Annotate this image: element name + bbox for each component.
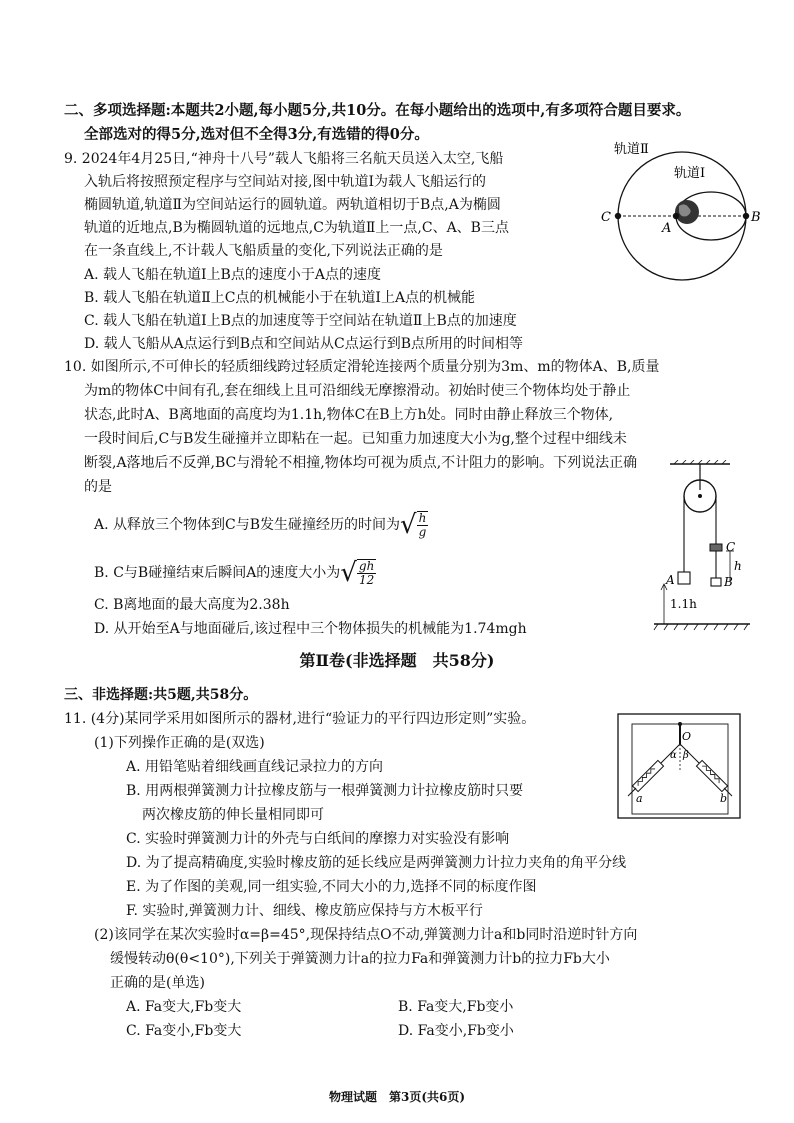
label-c: C (601, 210, 611, 225)
q9-option-c: C. 载人飞船在轨道Ⅰ上B点的加速度等于空间站在轨道Ⅱ上B点的加速度 (84, 313, 517, 329)
q9-orbit-figure (600, 140, 770, 300)
q10-option-a-den: g (418, 525, 427, 539)
label-beta: β (683, 750, 689, 761)
q10-line-1: 10. 如图所示,不可伸长的轻质细线跨过轻质定滑轮连接两个质量分别为3m、m的物体A、B,质量 (64, 359, 660, 375)
q10-option-a-num: h (418, 511, 427, 525)
q11-opt2-c: C. Fa变小,Fb变大 (126, 1023, 242, 1039)
q10-line-2: 为m的物体C中间有孔,套在细线上且可沿细线无摩擦滑动。初始时使三个物体均处于静止 (84, 383, 631, 399)
q10-option-b-fraction (357, 559, 376, 587)
label-h: h (734, 559, 742, 573)
ground-hatch (654, 624, 748, 630)
q9-line-1: 9. 2024年4月25日,“神舟十八号”载人飞船将三名航天员送入太空,飞船 (64, 151, 504, 167)
label-o: O (682, 730, 692, 743)
point-c-dot (615, 213, 621, 219)
section3-header: 三、非选择题:共5题,共58分。 (64, 687, 258, 703)
q10-option-d: D. 从开始至A与地面碰后,该过程中三个物体损失的机械能为1.74mgh (94, 621, 527, 637)
block-c (710, 544, 722, 551)
label-a: A (662, 221, 672, 236)
label-a: a (636, 792, 643, 805)
q9-line-3: 椭圆轨道,轨道Ⅱ为空间站运行的圆轨道。两轨道相切于B点,A为椭圆 (84, 197, 501, 213)
label-b: B (724, 575, 733, 589)
label-1-1h: 1.1h (670, 597, 697, 611)
label-alpha: α (670, 750, 677, 761)
q10-option-a-fraction (417, 511, 429, 539)
q11-sub2-line-1: (2)该同学在某次实验时α=β=45°,现保持结点O不动,弹簧测力计a和b同时沿逆时针方向 (94, 927, 638, 943)
q11-opt1-b: B. 用两根弹簧测力计拉橡皮筋与一根弹簧测力计拉橡皮筋时只要 (126, 783, 524, 799)
q11-opt1-f: F. 实验时,弹簧测力计、细线、橡皮筋应保持与方木板平行 (126, 903, 483, 919)
q10-line-3: 状态,此时A、B离地面的高度均为1.1h,物体C在B上方h处。同时由静止释放三个物体, (84, 407, 614, 423)
q10-line-4: 一段时间后,C与B发生碰撞并立即粘在一起。已知重力加速度大小为g,整个过程中细线未 (84, 431, 627, 447)
q9-option-b: B. 载人飞船在轨道Ⅱ上C点的机械能小于在轨道Ⅰ上A点的机械能 (84, 290, 476, 306)
pulley-axle (698, 494, 702, 498)
q10-line-5: 断裂,A落地后不反弹,BC与滑轮不相撞,物体均可视为质点,不计阻力的影响。下列说法正确 (84, 455, 638, 471)
q10-option-b-den: 12 (358, 573, 375, 587)
label-b: b (720, 792, 728, 805)
block-b (711, 578, 721, 586)
q10-option-c: C. B离地面的最大高度为2.38h (94, 597, 290, 613)
q10-option-b (94, 556, 376, 590)
block-a (678, 572, 690, 584)
q10-option-a-text: A. 从释放三个物体到C与B发生碰撞经历的时间为 (94, 517, 401, 533)
q9-line-4: 轨道的近地点,B为椭圆轨道的远地点,C为轨道Ⅱ上一点,C、A、B三点 (84, 220, 509, 236)
section2-header-line1: 二、多项选择题:本题共2小题,每小题5分,共10分。在每小题给出的选项中,有多项符合题目要求。 (64, 102, 691, 119)
sqrt-symbol: √ (340, 558, 357, 588)
q11-sub2-line-2: 缓慢转动θ(θ<10°),下列关于弹簧测力计a的拉力Fa和弹簧测力计b的拉力Fb大小 (110, 951, 610, 967)
q10-option-b-text: B. C与B碰撞结束后瞬间A的速度大小为 (94, 565, 341, 581)
q11-opt1-d: D. 为了提高精确度,实验时橡皮筋的延长线应是两弹簧测力计拉力夹角的角平分线 (126, 855, 627, 871)
q11-board-figure (614, 710, 744, 822)
q10-option-a (94, 508, 428, 542)
q11-opt1-e: E. 为了作图的美观,同一组实验,不同大小的力,选择不同的标度作图 (126, 879, 537, 895)
q9-line-2: 入轨后将按照预定程序与空间站对接,图中轨道Ⅰ为载人飞船运行的 (84, 174, 486, 190)
label-a: A (666, 573, 675, 587)
q11-opt1-a: A. 用铅笔贴着细线画直线记录拉力的方向 (126, 759, 384, 775)
q11-opt2-b: B. Fa变大,Fb变小 (398, 999, 514, 1015)
orbit-1-label: 轨道Ⅰ (674, 166, 706, 181)
page-footer: 物理试题 第3页(共6页) (328, 1090, 466, 1104)
label-c: C (726, 540, 736, 554)
point-a-dot (673, 213, 679, 219)
q10-option-b-num: gh (358, 559, 375, 573)
q10-pulley-figure (650, 460, 760, 632)
q9-option-a: A. 载人飞船在轨道Ⅰ上B点的速度小于A点的速度 (84, 267, 381, 283)
part2-title: 第Ⅱ卷(非选择题 共58分) (299, 651, 495, 670)
q10-line-6: 的是 (84, 479, 112, 495)
q9-line-5: 在一条直线上,不计载人飞船质量的变化,下列说法正确的是 (84, 243, 443, 259)
q11-intro: 11. (4分)某同学采用如图所示的器材,进行“验证力的平行四边形定则”实验。 (64, 711, 536, 727)
sqrt-symbol: √ (400, 510, 417, 540)
section2-header-line2: 全部选对的得5分,选对但不全得3分,有选错的得0分。 (84, 126, 429, 143)
q11-opt2-a: A. Fa变大,Fb变大 (126, 999, 242, 1015)
q11-opt2-d: D. Fa变小,Fb变小 (398, 1023, 514, 1039)
q11-opt1-c: C. 实验时弹簧测力计的外壳与白纸间的摩擦力对实验没有影响 (126, 831, 510, 847)
q11-opt1-b-cont: 两次橡皮筋的伸长量相同即可 (142, 807, 324, 823)
q9-option-d: D. 载人飞船从A点运行到B点和空间站从C点运行到B点所用的时间相等 (84, 336, 524, 352)
point-b-dot (743, 213, 749, 219)
label-b: B (751, 210, 761, 225)
orbit-2-label: 轨道Ⅱ (614, 142, 649, 157)
q11-sub1: (1)下列操作正确的是(双选) (94, 735, 265, 751)
q11-sub2-line-3: 正确的是(单选) (110, 975, 205, 991)
